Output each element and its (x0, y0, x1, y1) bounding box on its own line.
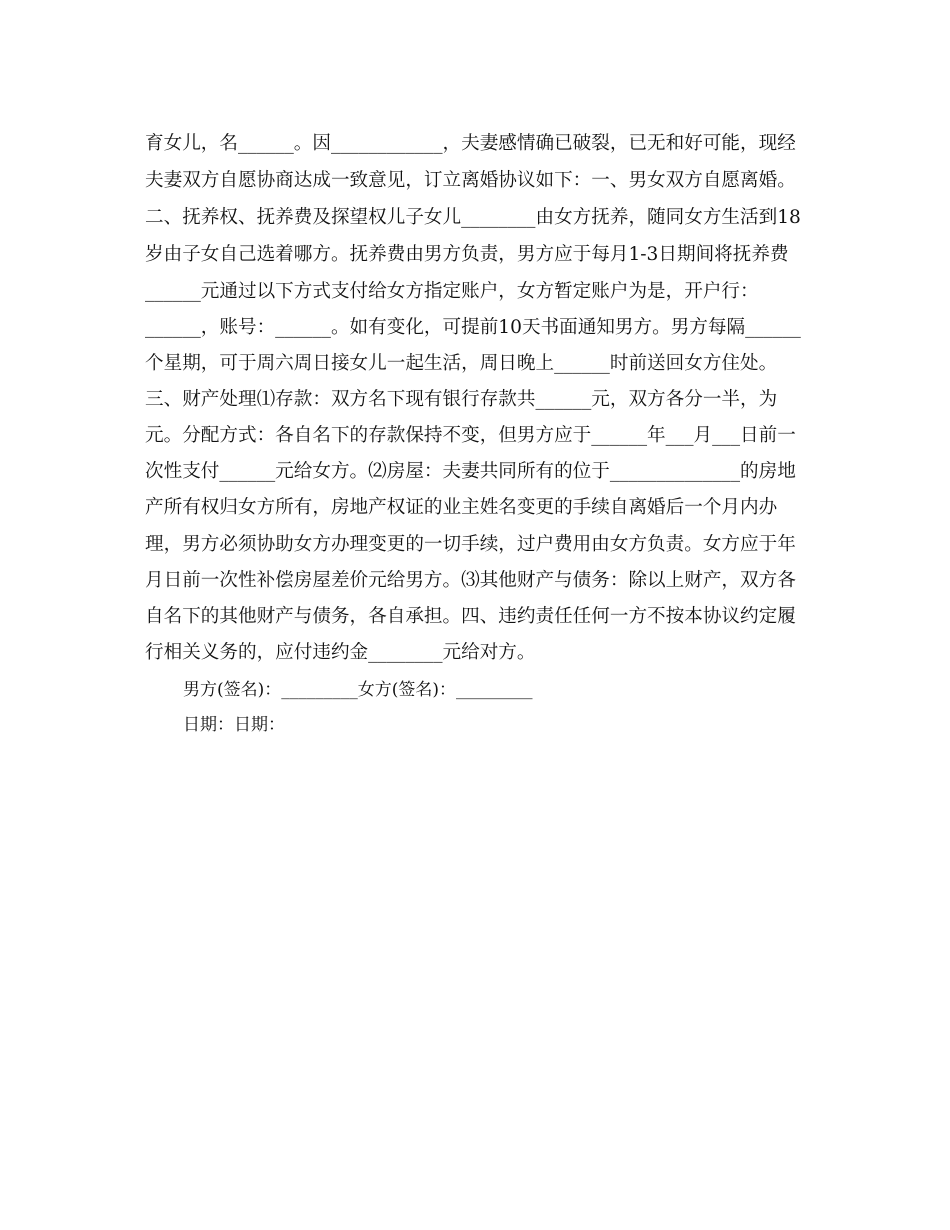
body-line-14: 自名下的其他财产与债务，各自承担。四、违约责任任何一方不按本协议约定履 (145, 606, 796, 627)
body-line-13: 月日前一次性补偿房屋差价元给男方。⑶其他财产与债务：除以上财产，双方各 (145, 570, 796, 591)
body-line-11: 产所有权归女方所有，房地产权证的业主姓名变更的手续自离婚后一个月内办 (145, 497, 778, 518)
date-line: 日期：日期： (183, 715, 285, 735)
signature-line: 男方(签名)：_________女方(签名)：_________ (183, 680, 533, 700)
body-line-2: 夫妻双方自愿协商达成一致意见，订立离婚协议如下：一、男女双方自愿离婚。 (145, 170, 796, 191)
body-line-6: ______，账号：______。如有变化，可提前10天书面通知男方。男方每隔______ (145, 317, 801, 338)
body-line-10: 次性支付______元给女方。⑵房屋：夫妻共同所有的位于______________的房地 (145, 461, 796, 482)
body-line-3: 二、抚养权、抚养费及探望权儿子女儿________由女方抚养，随同女方生活到18 (145, 207, 801, 228)
body-line-1: 育女儿，名______。因____________，夫妻感情确已破裂，已无和好可能，现经 (145, 133, 796, 154)
body-line-9: 元。分配方式：各自名下的存款保持不变，但男方应于______年___月___日前一 (145, 425, 796, 446)
body-line-15: 行相关义务的，应付违约金________元给对方。 (145, 642, 536, 663)
body-line-8: 三、财产处理⑴存款：双方名下现有银行存款共______元，双方各分一半，为 (145, 389, 778, 410)
body-line-12: 理，男方必须协助女方办理变更的一切手续，过户费用由女方负责。女方应于年 (145, 534, 796, 555)
body-line-5: ______元通过以下方式支付给女方指定账户，女方暂定账户为是，开户行： (145, 281, 759, 302)
body-line-4: 岁由子女自己选着哪方。抚养费由男方负责，男方应于每月1-3日期间将抚养费 (145, 244, 789, 265)
body-line-7: 个星期，可于周六周日接女儿一起生活，周日晚上______时前送回女方住处。 (145, 353, 778, 374)
